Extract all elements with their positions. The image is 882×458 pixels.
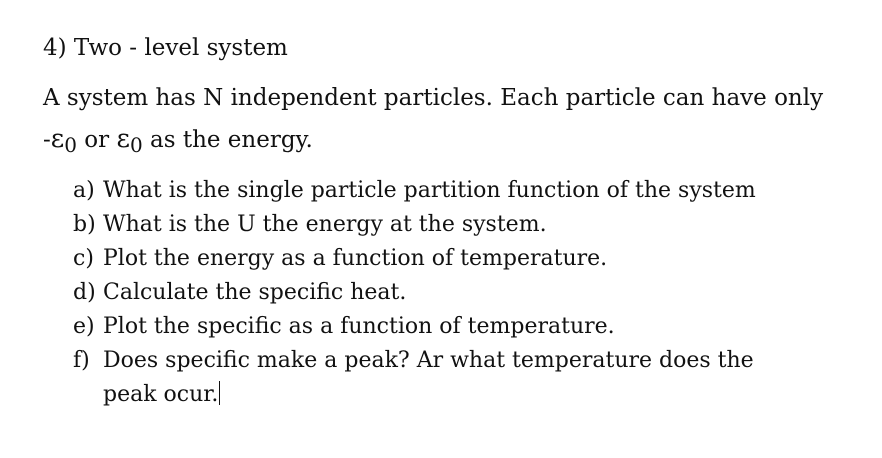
- question-letter: a): [73, 178, 95, 203]
- epsilon-symbol-2: ε: [116, 124, 130, 154]
- question-text: Plot the energy as a function of temperature.: [103, 246, 608, 271]
- question-item: [73, 174, 756, 208]
- question-text: What is the U the energy at the system.: [103, 212, 547, 237]
- question-letter: d): [73, 280, 96, 305]
- question-item: [73, 276, 756, 310]
- question-letter: c): [73, 246, 94, 271]
- energy-phrase: as the energy.: [142, 127, 313, 153]
- epsilon-subscript-2: 0: [129, 133, 143, 157]
- question-item: [73, 344, 756, 412]
- question-list: [73, 174, 756, 412]
- question-text: Plot the specific as a function of temperature.: [103, 314, 615, 339]
- intro-line-1: A system has N independent particles. Each particle can have only: [43, 85, 824, 111]
- intro-line-2: [43, 124, 313, 160]
- problem-heading: 4) Two - level system: [43, 35, 288, 61]
- question-item: [73, 242, 756, 276]
- question-continuation-line: [73, 378, 756, 412]
- epsilon-symbol: ε: [50, 124, 65, 154]
- question-letter: f): [73, 348, 90, 373]
- or-word: or: [77, 127, 117, 153]
- question-letter: b): [73, 212, 96, 237]
- question-continuation: peak ocur.: [103, 382, 219, 407]
- question-text: What is the single particle partition function of the system: [103, 178, 756, 203]
- question-text: Calculate the specific heat.: [103, 280, 407, 305]
- epsilon-subscript: 0: [64, 133, 77, 157]
- question-item: [73, 310, 756, 344]
- question-text: Does specific make a peak? Ar what temperature does the: [103, 348, 754, 373]
- question-letter: e): [73, 314, 95, 339]
- minus-sign: -: [43, 127, 51, 153]
- text-cursor: [219, 381, 220, 405]
- question-item: [73, 208, 756, 242]
